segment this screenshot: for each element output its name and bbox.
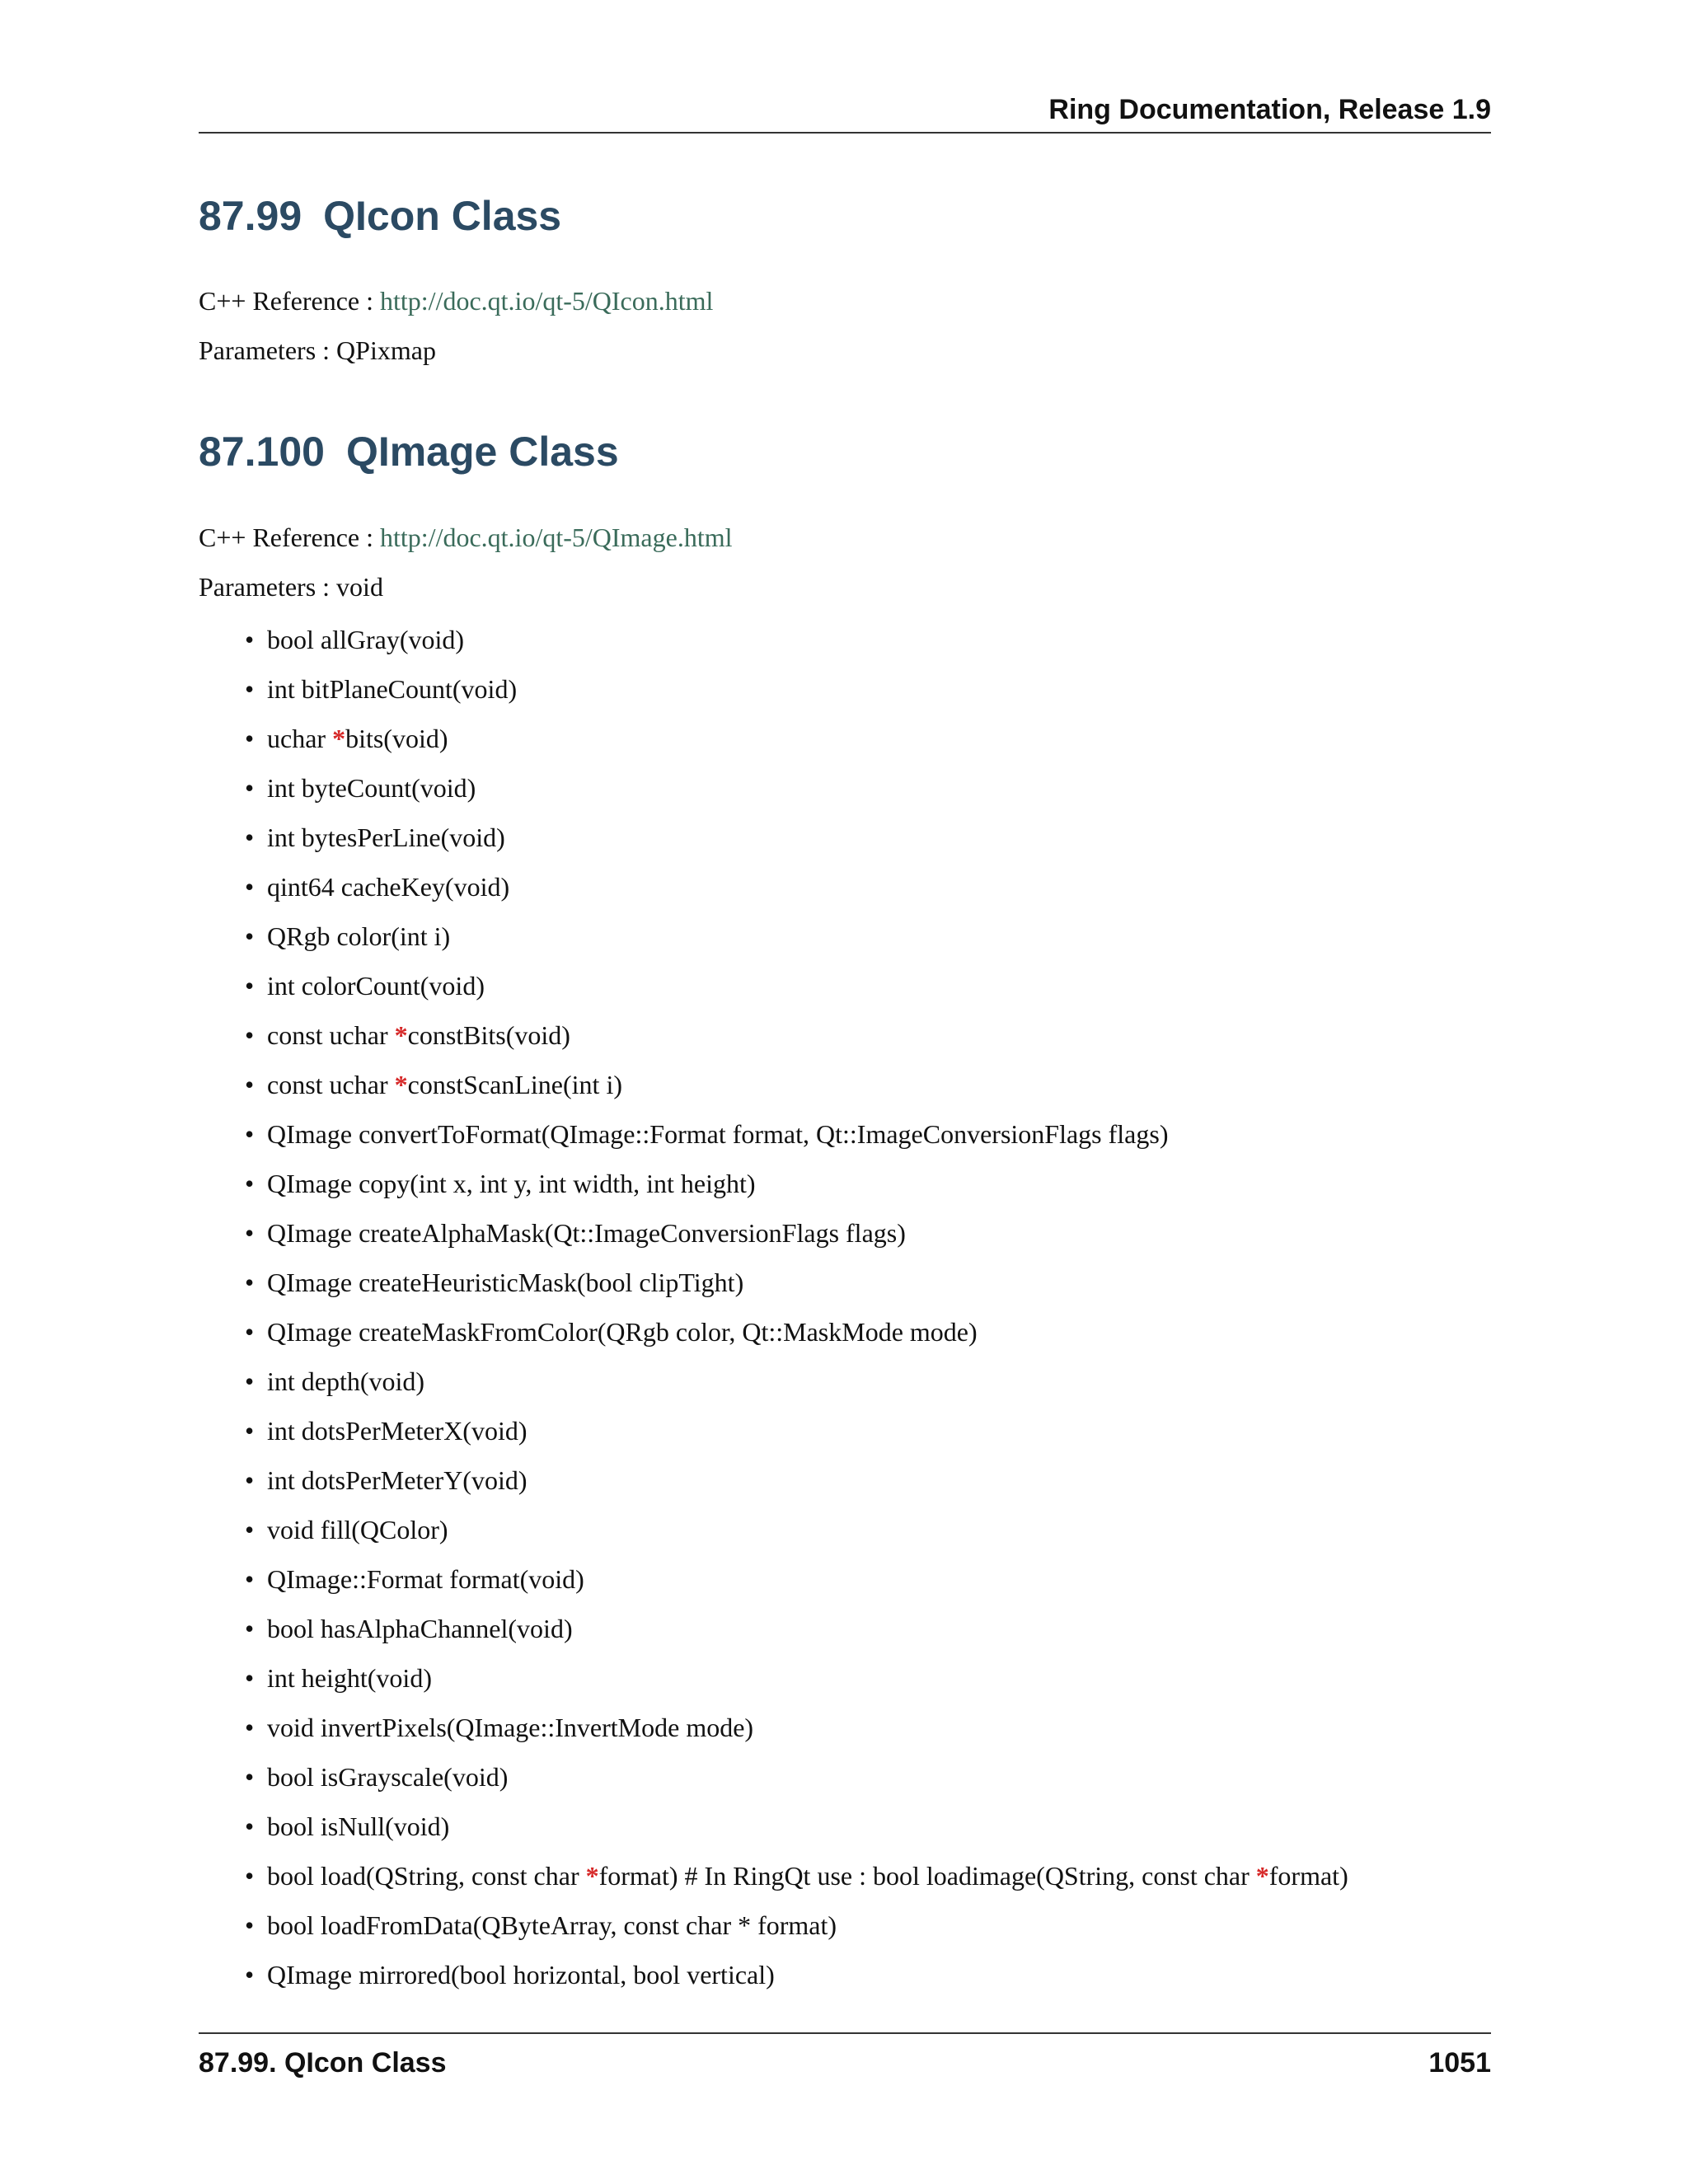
bullet-icon: • bbox=[245, 773, 255, 803]
section-heading-qicon bbox=[199, 191, 561, 241]
reference-link-qimage[interactable]: http://doc.qt.io/qt-5/QImage.html bbox=[380, 523, 733, 552]
method-signature: QImage createMaskFromColor(QRgb color, Qt::MaskMode mode) bbox=[267, 1317, 978, 1347]
method-item bbox=[245, 969, 1348, 1019]
method-item bbox=[245, 1859, 1348, 1909]
method-item bbox=[245, 1958, 1348, 2008]
reference-link-qicon[interactable]: http://doc.qt.io/qt-5/QIcon.html bbox=[380, 286, 714, 316]
section-title: QIcon Class bbox=[323, 193, 562, 239]
method-signature: int bytesPerLine(void) bbox=[267, 823, 505, 852]
method-signature: int bitPlaneCount(void) bbox=[267, 674, 518, 704]
bullet-icon: • bbox=[245, 1811, 255, 1841]
page-number: 1051 bbox=[1428, 2047, 1491, 2079]
bullet-icon: • bbox=[245, 1218, 255, 1248]
method-signature: const uchar *constBits(void) bbox=[267, 1020, 570, 1050]
method-signature: bool hasAlphaChannel(void) bbox=[267, 1614, 573, 1643]
bullet-icon: • bbox=[245, 921, 255, 951]
document-title: Ring Documentation, Release 1.9 bbox=[1048, 94, 1491, 125]
method-signature: int dotsPerMeterX(void) bbox=[267, 1416, 528, 1446]
method-item bbox=[245, 1068, 1348, 1118]
method-item bbox=[245, 1810, 1348, 1859]
reference-label: C++ Reference : bbox=[199, 523, 380, 552]
bullet-icon: • bbox=[245, 971, 255, 1001]
method-signature: QImage createAlphaMask(Qt::ImageConversionFlags flags) bbox=[267, 1218, 906, 1248]
bullet-icon: • bbox=[245, 1169, 255, 1198]
method-item bbox=[245, 722, 1348, 771]
section-title: QImage Class bbox=[345, 429, 619, 475]
method-signature: int height(void) bbox=[267, 1663, 432, 1693]
cpp-reference-qicon bbox=[199, 284, 713, 317]
bullet-icon: • bbox=[245, 872, 255, 902]
method-item bbox=[245, 1315, 1348, 1365]
parameters-qicon: Parameters : QPixmap bbox=[199, 335, 436, 365]
bullet-icon: • bbox=[245, 1268, 255, 1297]
page-header bbox=[199, 92, 1491, 134]
parameters-qimage: Parameters : void bbox=[199, 572, 383, 602]
method-signature: int byteCount(void) bbox=[267, 773, 476, 803]
method-signature: void fill(QColor) bbox=[267, 1515, 448, 1544]
method-item bbox=[245, 1167, 1348, 1216]
bullet-icon: • bbox=[245, 1366, 255, 1396]
bullet-icon: • bbox=[245, 724, 255, 753]
method-signature: QImage copy(int x, int y, int width, int height) bbox=[267, 1169, 756, 1198]
method-signature: int depth(void) bbox=[267, 1366, 425, 1396]
bullet-icon: • bbox=[245, 625, 255, 654]
page-footer bbox=[199, 2032, 1491, 2079]
method-item bbox=[245, 1266, 1348, 1315]
method-item bbox=[245, 1909, 1348, 1958]
method-item bbox=[245, 1711, 1348, 1760]
bullet-icon: • bbox=[245, 674, 255, 704]
bullet-icon: • bbox=[245, 1070, 255, 1099]
footer-section: 87.99. QIcon Class bbox=[199, 2047, 447, 2079]
method-signature: const uchar *constScanLine(int i) bbox=[267, 1070, 622, 1099]
bullet-icon: • bbox=[245, 1317, 255, 1347]
method-item bbox=[245, 1414, 1348, 1464]
bullet-icon: • bbox=[245, 823, 255, 852]
method-item bbox=[245, 920, 1348, 969]
method-list bbox=[245, 623, 1348, 2008]
method-signature: bool isNull(void) bbox=[267, 1811, 450, 1841]
method-signature: int dotsPerMeterY(void) bbox=[267, 1465, 528, 1495]
bullet-icon: • bbox=[245, 1020, 255, 1050]
bullet-icon: • bbox=[245, 1762, 255, 1792]
method-signature: bool isGrayscale(void) bbox=[267, 1762, 509, 1792]
method-item bbox=[245, 1464, 1348, 1513]
method-item bbox=[245, 870, 1348, 920]
section-number: 87.100 bbox=[199, 429, 325, 475]
method-item bbox=[245, 673, 1348, 722]
bullet-icon: • bbox=[245, 1515, 255, 1544]
method-item bbox=[245, 1019, 1348, 1068]
method-item bbox=[245, 1661, 1348, 1711]
section-number: 87.99 bbox=[199, 193, 302, 239]
method-signature: QImage mirrored(bool horizontal, bool vertical) bbox=[267, 1960, 775, 1990]
method-item bbox=[245, 1513, 1348, 1563]
cpp-reference-qimage bbox=[199, 521, 733, 554]
bullet-icon: • bbox=[245, 1861, 255, 1891]
method-item bbox=[245, 821, 1348, 870]
method-signature: void invertPixels(QImage::InvertMode mode) bbox=[267, 1713, 754, 1742]
bullet-icon: • bbox=[245, 1564, 255, 1594]
method-item bbox=[245, 771, 1348, 821]
method-signature: QImage::Format format(void) bbox=[267, 1564, 584, 1594]
bullet-icon: • bbox=[245, 1663, 255, 1693]
method-item bbox=[245, 1612, 1348, 1661]
bullet-icon: • bbox=[245, 1614, 255, 1643]
method-signature: QImage createHeuristicMask(bool clipTight) bbox=[267, 1268, 744, 1297]
method-signature: qint64 cacheKey(void) bbox=[267, 872, 510, 902]
bullet-icon: • bbox=[245, 1713, 255, 1742]
method-signature: bool loadFromData(QByteArray, const char * format) bbox=[267, 1910, 837, 1940]
method-signature: bool load(QString, const char *format) # In RingQt use : bool loadimage(QString, const char *format) bbox=[267, 1861, 1348, 1891]
method-signature: int colorCount(void) bbox=[267, 971, 485, 1001]
method-signature: QImage convertToFormat(QImage::Format format, Qt::ImageConversionFlags flags) bbox=[267, 1119, 1169, 1149]
bullet-icon: • bbox=[245, 1416, 255, 1446]
section-heading-qimage bbox=[199, 427, 619, 476]
bullet-icon: • bbox=[245, 1910, 255, 1940]
bullet-icon: • bbox=[245, 1960, 255, 1990]
reference-label: C++ Reference : bbox=[199, 286, 380, 316]
method-item bbox=[245, 1365, 1348, 1414]
method-item bbox=[245, 623, 1348, 673]
method-item bbox=[245, 1563, 1348, 1612]
method-signature: QRgb color(int i) bbox=[267, 921, 451, 951]
method-item bbox=[245, 1760, 1348, 1810]
method-item bbox=[245, 1118, 1348, 1167]
bullet-icon: • bbox=[245, 1465, 255, 1495]
method-item bbox=[245, 1216, 1348, 1266]
method-signature: bool allGray(void) bbox=[267, 625, 465, 654]
method-signature: uchar *bits(void) bbox=[267, 724, 448, 753]
bullet-icon: • bbox=[245, 1119, 255, 1149]
